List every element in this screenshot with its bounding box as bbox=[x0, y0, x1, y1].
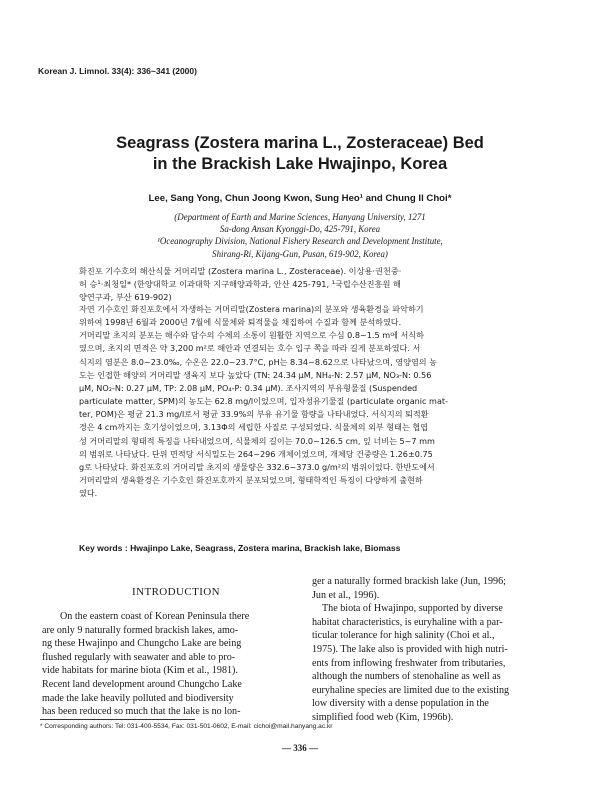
section-heading-introduction: INTRODUCTION bbox=[132, 586, 220, 598]
abstract-line: μM, NO₂-N: 0.27 μM, TP: 2.08 μM, PO₄-P: 0.34 μM). 조사지역의 부유형물질 (Suspended bbox=[79, 382, 418, 393]
abstract-line: 자연 기수호인 화진포호에서 자생하는 거머리말(Zostera marina)의 분포와 생육환경을 파악하기 bbox=[79, 304, 424, 314]
body-line: simplified food web (Kim, 1996b). bbox=[312, 711, 454, 723]
body-line: ger a naturally formed brackish lake (Jun, 1996; bbox=[312, 576, 506, 587]
footnote-divider bbox=[40, 719, 195, 720]
keywords: Key words : Hwajinpo Lake, Seagrass, Zostera marina, Brackish lake, Biomass bbox=[79, 543, 401, 553]
body-line: euryhaline species are limited due to the existing bbox=[312, 684, 510, 696]
title-line-2: in the Brackish Lake Hwajinpo, Korea bbox=[152, 155, 448, 173]
affiliation-line: (Department of Earth and Marine Sciences, Hanyang University, 1271 bbox=[174, 212, 426, 222]
affiliation-line: Sa-dong Ansan Kyonggi-Do, 425-791, Korea bbox=[219, 224, 381, 235]
corresponding-author-footnote: * Corresponding authors: Tel: 031-400-5534, Fax: 031-501-0602, E-mail: cichoi@mail.hanyang.ac.kr bbox=[40, 723, 333, 730]
abstract-line: 거머리말의 생육환경은 기수호인 화진포호까지 분포되었으며, 형태학적인 특징이 다양하게 출현하 bbox=[79, 475, 423, 486]
affiliation-line: ¹Oceanography Division, National Fishery Research and Development Institute, bbox=[157, 236, 443, 247]
abstract-line: 경은 4 cm까지는 호기성이었으며, 3.13Φ의 세립한 사질로 구성되었다. 식물체의 외부 형태는 협엽 bbox=[79, 422, 428, 433]
korean-title-block bbox=[79, 265, 529, 305]
page-number: — 336 — bbox=[282, 743, 318, 753]
title-line-1: Seagrass (Zostera marina L., Zosteraceae) Bed bbox=[116, 134, 484, 152]
korean-title-line: 허 승¹·최청일* (한양대학교 이과대학 지구해양과학과, 안산 425-791, ¹국립수산진흥원 해 bbox=[79, 279, 401, 290]
body-line: 1975). The lake also is provided with high nutri- bbox=[312, 643, 508, 655]
abstract-line: 성 거머리말의 형태적 특징을 나타내었으며, 식물체의 길이는 70.0~126.5 cm, 잎 너비는 5~7 mm bbox=[79, 435, 435, 446]
author-list: Lee, Sang Yong, Chun Joong Kwon, Sung Heo¹ and Chung Il Choi* bbox=[148, 193, 452, 204]
body-line: Jun et al., 1996). bbox=[312, 589, 380, 601]
body-line: ng these Hwajinpo and Chungcho Lake are being bbox=[42, 638, 242, 650]
body-line: vide habitats for marine biota (Kim et al., 1981). bbox=[42, 665, 238, 677]
abstract-line: ter, POM)은 평균 21.3 mg/l로서 평균 33.9%의 부유 유기물 함량을 나타내었다. 서식지의 퇴적환 bbox=[79, 409, 429, 420]
korean-title-line: 양연구과, 부산 619-902) bbox=[79, 292, 172, 303]
korean-abstract bbox=[79, 303, 529, 500]
body-line: low diversity with a dense population in the bbox=[312, 698, 489, 710]
abstract-line: 도는 인접한 해양의 거머리말 생육지 보다 높았다 (TN: 24.34 μM, NH₄-N: 2.57 μM, NO₃-N: 0.56 bbox=[79, 369, 432, 380]
abstract-line: 거머리말 초지의 분포는 해수와 담수의 수체의 소통이 원활한 지역으로 수심 0.8~1.5 m에 서식하 bbox=[79, 330, 424, 341]
abstract-line: g로 나타났다. 화진포호의 거머리말 초지의 생물량은 332.6~373.0 g/m²의 범위이었다. 한반도에서 bbox=[79, 461, 435, 472]
body-line: are only 9 naturally formed brackish lakes, amo- bbox=[42, 624, 239, 636]
body-line: made the lake heavily polluted and biodiversity bbox=[42, 692, 234, 704]
journal-reference: Korean J. Limnol. 33(4): 336~341 (2000) bbox=[38, 66, 197, 76]
paper-title bbox=[0, 133, 600, 175]
body-line: although the numbers of stenohaline as well as bbox=[312, 671, 501, 683]
abstract-line: 의 범위로 나타났다. 단위 면적당 서식밀도는 264~296 개체이었으며, 개체당 건중량은 1.26±0.75 bbox=[79, 448, 433, 459]
body-column-right bbox=[312, 575, 562, 725]
body-line: On the eastern coast of Korean Peninsula there bbox=[60, 611, 250, 622]
abstract-line: 위하여 1998년 6월과 2000년 7월에 식물체와 퇴적물을 채집하여 수질과 함께 분석하였다. bbox=[79, 317, 402, 328]
affiliations bbox=[0, 211, 600, 260]
body-line: has been reduced so much that the lake is no lon- bbox=[42, 706, 241, 718]
affiliation-line: Shirang-Ri, Kijang-Gun, Pusan, 619-902, Korea) bbox=[212, 248, 388, 259]
body-line: habitat characteristics, is euryhaline with a par- bbox=[312, 616, 503, 628]
abstract-line: 식지의 염분은 8.0~23.0‰, 수온은 22.0~23.7°C, pH는 8.34~8.62으로 나타났으며, 영양염의 농 bbox=[79, 356, 437, 367]
body-column-left bbox=[42, 610, 310, 719]
abstract-line: 였다. bbox=[79, 488, 98, 499]
abstract-line: 였으며, 초지의 면적은 약 3,200 m²로 해안과 연결되는 호수 입구 쪽을 따라 길게 분포하였다. 서 bbox=[79, 343, 421, 354]
korean-title-line: 화진포 기수호의 해산식물 거머리말 (Zostera marina L., Zosteraceae). 이상용·권천중· bbox=[79, 266, 402, 276]
body-line: ticular tolerance for high salinity (Choi et al., bbox=[312, 630, 495, 642]
body-line: ents from inflowing freshwater from tributaries, bbox=[312, 657, 506, 669]
body-line: The biota of Hwajinpo, supported by diverse bbox=[322, 603, 503, 615]
body-line: flushed regularly with seawater and able to pro- bbox=[42, 651, 236, 663]
body-line: Recent land development around Chungcho Lake bbox=[42, 678, 242, 690]
abstract-line: particulate matter, SPM)의 농도는 62.8 mg/l이었으며, 입자성유기물질 (particulate organic mat- bbox=[79, 396, 448, 407]
